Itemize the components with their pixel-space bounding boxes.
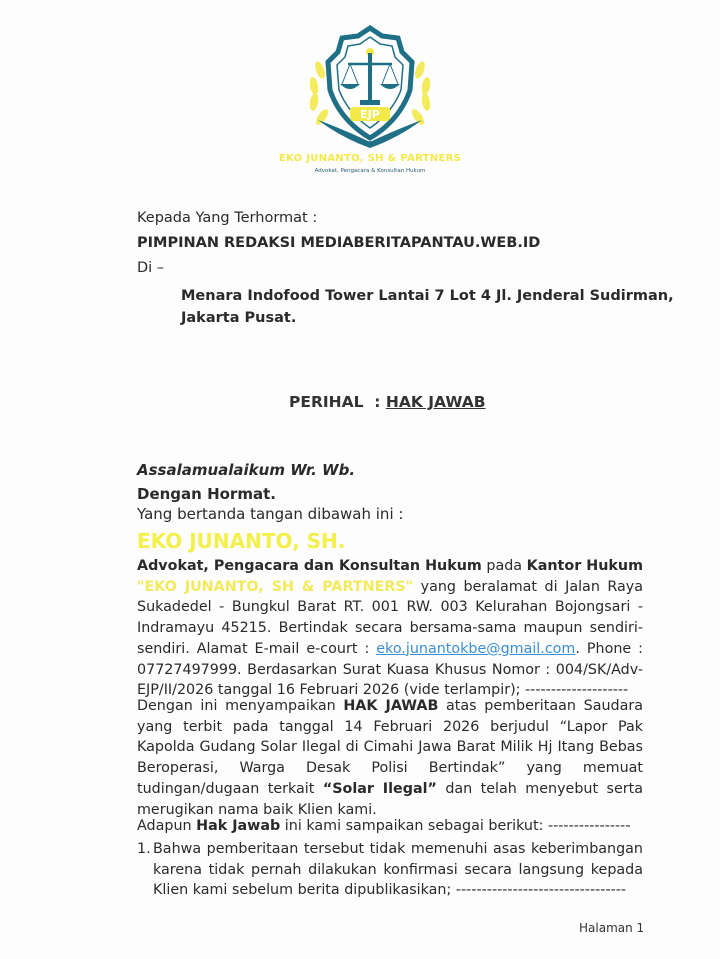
- points-list: [137, 839, 643, 901]
- address-line-2: Jakarta Pusat.: [181, 310, 297, 326]
- firm-logo: [270, 20, 470, 185]
- email-link[interactable]: eko.junantokbe@gmail.com: [376, 640, 576, 657]
- paragraph-intro-points: [137, 816, 643, 837]
- scales-of-justice-logo: [270, 20, 470, 150]
- paragraph-hak-jawab: [137, 696, 643, 820]
- text: yang beralamat di Jalan Raya Sukadedel - Bungkul Barat RT. 001 RW. 003 Kelurahan Bojongsari - Indramayu 45215. Bertindak secara bersama-sama maupun sendiri-sendiri. Alamat E-mail e-court :: [137, 578, 643, 657]
- text: pada: [481, 558, 527, 574]
- text: Adapun: [137, 818, 197, 834]
- role: Advokat, Pengacara dan Konsultan Hukum: [137, 558, 482, 574]
- paragraph-identity: [137, 556, 643, 701]
- recipient-address: [181, 285, 674, 329]
- recipient-di: Di –: [137, 260, 165, 276]
- solar-ilegal-bold: “Solar Ilegal”: [322, 780, 437, 797]
- subject-label: PERIHAL: [289, 393, 364, 411]
- address-line-1: Menara Indofood Tower Lantai 7 Lot 4 Jl. Jenderal Sudirman,: [181, 288, 674, 304]
- undersigned-line: Yang bertanda tangan dibawah ini :: [137, 505, 404, 523]
- list-text: Bahwa pemberitaan tersebut tidak memenuhi asas keberimbangan karena tidak pernah dilakukan konfirmasi secara langsung kepada Klien kami sebelum berita dipublikasikan; ---------------------------------: [153, 841, 643, 899]
- text: Dengan ini menyampaikan: [137, 698, 344, 714]
- recipient-name: PIMPINAN REDAKSI MEDIABERITAPANTAU.WEB.ID: [137, 235, 541, 251]
- list-number: 1.: [137, 841, 151, 857]
- text: . Phone : 07727497999. Berdasarkan Surat Kuasa Khusus Nomor : 004/SK/Adv-EJP/II/2026 tanggal 16 Februari 2026 (vide terlampir); --------------------: [137, 640, 643, 699]
- office-label: Kantor Hukum: [526, 558, 643, 574]
- text: atas pemberitaan Saudara yang terbit pada tanggal 14 Februari 2026 berjudul “Lapor Pak Kapolda Gudang Solar Ilegal di Cimahi Jawa Barat Milik Hj Itang Bebas Beroperasi, Warga Desak Polisi Bertindak” yang memuat tudingan/dugaan terkait: [137, 698, 644, 797]
- page-number: Halaman 1: [579, 921, 645, 935]
- logo-initials: EJP: [360, 108, 380, 121]
- hak-jawab-bold: Hak Jawab: [196, 818, 281, 834]
- office-name: "EKO JUNANTO, SH & PARTNERS": [137, 578, 414, 595]
- respect-line: Dengan Hormat.: [137, 485, 276, 503]
- logo-firm-name: EKO JUNANTO, SH & PARTNERS: [278, 153, 462, 164]
- logo-tagline: Advokat, Pengacara & Konsultan Hukum: [314, 168, 426, 174]
- text: ini kami sampaikan sebagai berikut: ----------------: [280, 818, 631, 834]
- greeting: Assalamualaikum Wr. Wb.: [137, 461, 356, 479]
- signatory-name: EKO JUNANTO, SH.: [137, 529, 346, 553]
- list-item: [137, 839, 643, 901]
- recipient-salutation: Kepada Yang Terhormat :: [137, 210, 318, 226]
- subject-separator: :: [374, 393, 381, 411]
- text: dan telah menyebut serta merugikan nama baik Klien kami.: [137, 780, 643, 818]
- subject-value: HAK JAWAB: [385, 393, 486, 411]
- hak-jawab-bold: HAK JAWAB: [343, 698, 439, 714]
- subject-line: [289, 393, 486, 411]
